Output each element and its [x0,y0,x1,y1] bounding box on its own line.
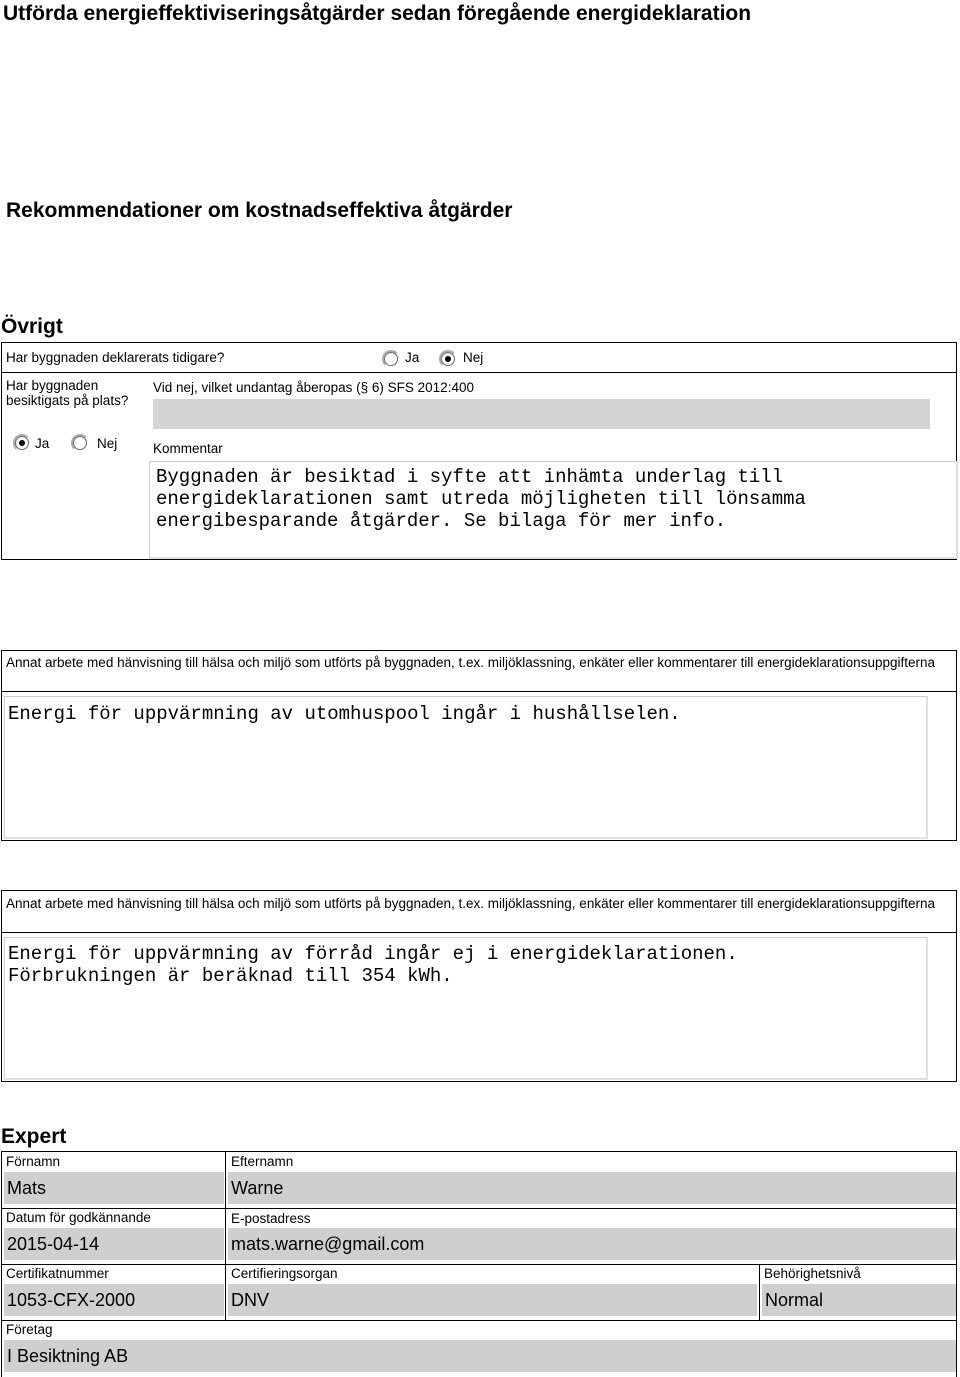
expert-section [1,1151,957,1377]
deklarerats-label: Har byggnaden deklarerats tidigare? [6,350,225,365]
deklarerats-ja-radio[interactable] [384,352,398,366]
deklarerats-nej-label: Nej [463,350,484,365]
epost-label: E-postadress [231,1211,311,1226]
annat-arbete-text-1: Energi för uppvärmning av utomhuspool ingår i hushållselen. [8,703,681,725]
heading-expert: Expert [1,1125,67,1148]
annat-arbete-textarea-1[interactable] [4,696,928,839]
annat-divider-1 [2,691,956,692]
foretag-field[interactable]: I Besiktning AB [4,1340,956,1372]
ovrigt-section [1,342,957,560]
deklarerats-ja-label: Ja [405,350,420,365]
annat-arbete-textarea-2[interactable] [4,937,928,1080]
efternamn-label: Efternamn [231,1154,294,1169]
annat-arbete-text-2: Energi för uppvärmning av förråd ingår ej i energideklarationen. Förbrukningen är beräknad till 354 kWh. [8,943,738,987]
besiktigats-nej-label: Nej [97,436,118,451]
besiktigats-label: Har byggnaden besiktigats på plats? [6,378,129,408]
certorgan-label: Certifieringsorgan [231,1266,338,1281]
foretag-label: Företag [6,1322,53,1337]
datum-field[interactable]: 2015-04-14 [4,1228,224,1260]
expert-row-divider-3 [2,1320,956,1321]
kommentar-label: Kommentar [153,441,223,456]
expert-col-divider-2 [759,1265,760,1321]
certnr-field[interactable]: 1053-CFX-2000 [4,1284,224,1316]
undantag-field[interactable] [153,399,930,429]
expert-row-divider-1 [2,1208,956,1209]
annat-arbete-section-1 [1,650,957,841]
besiktigats-ja-radio[interactable] [15,436,29,450]
fornamn-field[interactable]: Mats [4,1172,224,1204]
annat-arbete-section-2 [1,890,957,1082]
behorighet-field[interactable]: Normal [762,1284,956,1316]
heading-ovrigt: Övrigt [1,315,63,338]
kommentar-textarea[interactable] [149,461,958,559]
certnr-label: Certifikatnummer [6,1266,109,1281]
besiktigats-nej-radio[interactable] [73,436,87,450]
heading-rekommendationer: Rekommendationer om kostnadseffektiva åtgärder [6,199,513,222]
epost-field[interactable]: mats.warne@gmail.com [228,1228,956,1260]
certorgan-field[interactable]: DNV [228,1284,757,1316]
annat-divider-2 [2,932,956,933]
fornamn-label: Förnamn [6,1154,61,1169]
besiktigats-ja-label: Ja [35,436,50,451]
deklarerats-nej-radio[interactable] [441,352,455,366]
annat-arbete-label-2: Annat arbete med hänvisning till hälsa och miljö som utförts på byggnaden, t.ex. miljöklassning, enkäter eller kommentarer till energideklarationsuppgifterna [6,896,935,911]
undantag-label: Vid nej, vilket undantag åberopas (§ 6) SFS 2012:400 [153,380,474,395]
behorighet-label: Behörighetsnivå [764,1266,861,1281]
ovrigt-divider [2,372,956,373]
datum-label: Datum för godkännande [6,1210,151,1225]
efternamn-field[interactable]: Warne [228,1172,956,1204]
expert-col-divider [225,1152,226,1320]
annat-arbete-label-1: Annat arbete med hänvisning till hälsa och miljö som utförts på byggnaden, t.ex. miljöklassning, enkäter eller kommentarer till energideklarationsuppgifterna [6,655,935,670]
heading-utforda-atgarder: Utförda energieffektiviseringsåtgärder sedan föregående energideklaration [3,2,752,25]
expert-row-divider-2 [2,1264,956,1265]
kommentar-text: Byggnaden är besiktad i syfte att inhämta underlag till energideklarationen samt utreda möjligheten till lönsamma energibesparande åtgärder. Se bilaga för mer info. [156,466,806,532]
